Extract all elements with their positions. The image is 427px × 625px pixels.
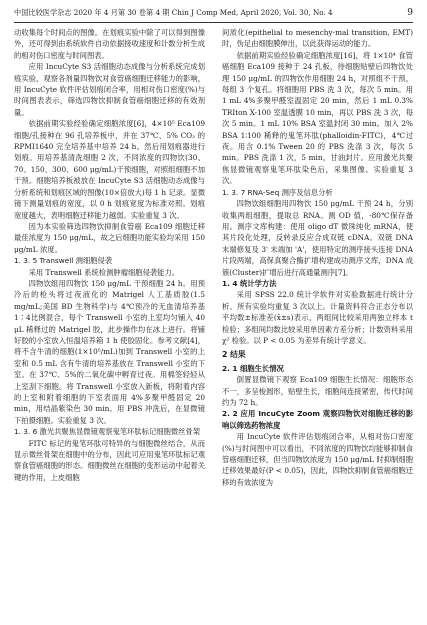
journal-citation: 中国比较医学杂志 2020 年 4 月第 30 卷第 4 期 Chin J Comp Med, April 2020, Vol. 30, No. 4 (14, 8, 333, 17)
paragraph: 动收集每个时间点的图像。在划痕实验中除了可以得到图像外，还可得到由系统软件自动依据接收速度和计数分析生成的相对伤口密度与时间图表。 (14, 28, 205, 60)
subsection-heading: 1. 4 统计学方法 (222, 278, 277, 288)
paragraph: 四物饮组细胞用四物饮 150 μg/mL 干预 24 h，分别收集两组细胞，提取总 RNA。测 OD 值，-80℃保存备用。测序文库构建：使用 oligo dT 微珠纯化 mRNA，使其片段化处理，反转录反应合成双链 cDNA。双链 DNA 末端修复及 3' 末端加 'A'，使用特定的测序接头连接 DNA 片段两端，高保真聚合酶扩增构建成功测序文库，DNA 成簇(Cluster)扩增后进行高通量测序[7]。 (222, 199, 413, 277)
subsection-heading: 2. 1 细胞生长情况 (222, 363, 284, 373)
subsection-heading: 1. 3. 7 RNA-Seq 测序及信息分析 (222, 187, 333, 197)
right-column (222, 27, 413, 617)
paragraph: 四物饮组用四物饮 150 μg/mL 干预细胞 24 h。用预冷后的枪头将过夜液化的 Matrigel 人工基质胶(1.5 mg/mL;美国 BD 生物科学)与 4℃预冷的无血清培养基 1∶4比例混合，每个 Transwell 小室的上室均匀铺入 40 μL 稀释过的 Matrigel 胶，此步操作均在冰上进行。将铺好胶的小室放入恒温培养箱 1 h 使胶固化。参考文献[4]，将不含牛清的细胞(1×10⁵/mL)加到 Transwell 小室的上室和 0.5 mL 含有牛清的培养基放在 Transwell 小室的下室。在 37℃、5%的二氧化碳中孵育过夜。用棉签轻轻从上室刮下细胞。将 Transwell 小室放入新板，将附着内容的上室和附着细胞的下室表面用 4%多聚甲醛固定 20 min，用结晶紫染色 30 min。用 PBS 冲洗后，在显微镜下拍摄细胞。实验重复 3 次。 (14, 278, 205, 425)
section-heading: 2 结果 (222, 350, 246, 360)
paragraph: 依据前期实验经验确定细胞浓度[6]，4×10⁵ Eca109 细胞/孔接种在 96 孔培养板中，并在 37℃、5% CO₂ 的 RPMI1640 完全培养基中培养 24 h。然后用划痕器进行划痕。用培养基清洗细胞 2 次，不同浓度的四物饮(30、70、150、300、600 μg/mL)干预细胞，对照组细胞不加干预。细胞培养板被放在 IncuCyte S3 活细胞动态成像与分析系统和划痕区域的图像(10×倍放大)每 1 h 记录。显微镜下测量划痕的宽度，以 0 h 划痕宽度为标准对照。划痕宽度越大，表明细胞迁移能力越弱。实验重复 3 次。 (14, 119, 205, 220)
subsection-heading: 1. 3. 5 Transwell 测细胞侵袭 (14, 256, 113, 266)
paragraph: 因为本实验筛选四物饮抑制食管癌 Eca109 细胞迁移最佳浓度为 150 μg/mL，故之后细胞功能实验均采用 150 μg/mL 浓度。 (14, 221, 205, 254)
paragraph: FITC 标记的鬼笔环肽可特异的与细胞微丝结合，从而显示微丝骨架在细胞中的分布，因此可应用鬼笔环肽标记观察食管癌细胞的形态。细胞微丝在细胞的变形运动中起着关键的作用，上皮细胞 (14, 438, 205, 482)
paragraph: 采用 Transwell 系统检测肿瘤细胞侵袭能力。 (28, 267, 180, 277)
paragraph: 倒置显微镜下观察 Eca109 细胞生长情况：细胞形态不一，多呈梭圆形，贴壁生长，细胞间连接紧密，传代时间约为 72 h。 (222, 375, 413, 407)
paragraph: 依据前期实验经验确定细胞浓度[16]，将 1×10⁴ 食管癌细胞 Eca109 接种于 24 孔板，待细胞贴壁后四物饮处理 150 μg/mL 的四物饮作用细胞 24 h，对照组不干预，每组 3 个复孔。将细胞用 PBS 洗 3 次，每次 5 min。用 1 mL 4%多聚甲醛室温固定 20 min，然后 1 mL 0.3% TRIton X-100 室温透膜 10 min，再以 PBS 洗 3 次，每次 5 min。1 mL 10% BSA 室温封闭 30 min。加入 2% BSA 1∶100 稀释的鬼笔环肽(phalloidin-FITC)，4℃过夜。用含 0.1% Tween 20 的 PBS 洗涤 3 次，每次 5 min。PBS 洗涤 1 次，5 min，甘油封片。应用激光共聚焦显微镜观察鬼笔环肽染色后，采集图像。实验重复 3 次。 (222, 50, 413, 186)
subsection-heading: 1. 3. 6 激光共聚焦显微镜观察鬼笔环肽标记细胞微丝骨架 (14, 427, 201, 437)
paragraph: 应用 IncuCyte S3 活细胞动态成像与分析系统完成划痕实验，观察各剂量四物饮对食管癌细胞迁移能力的影响，用 IncuCyte 软件评估划痕闭合率，用相对伤口密度(%)与时间图表表示，筛选四物饮抑制食管癌细胞迁移的有效剂量。 (14, 62, 205, 117)
left-column (14, 27, 205, 617)
running-header (14, 6, 413, 23)
page-number: 9 (407, 8, 413, 18)
subsection-heading: 2. 2 应用 IncuCyte Zoom 观察四物饮对细胞迁移的影响以筛选药物浓度 (222, 409, 413, 430)
paragraph: 用 IncuCyte 软件评估划痕闭合率，从相对伤口密度(%)与时间图中可以看出，不同浓度的四物饮均能够抑制食管癌细胞迁移，但当四物饮浓度为 150 μg/mL 时抑制细胞迁移效果最好(P < 0.05)，因此，四物饮抑制食管癌细胞迁移的有效浓度为 (222, 432, 413, 487)
paragraph: 间质化(epithelial to mesenchy-mal transition, EMT)时，伪足由细胞膜伸出，以此获得运动的能力。 (222, 28, 413, 49)
paragraph: 采用 SPSS 22.0 统计学软件对实验数据进行统计分析。所有实验均重复 3 次以上。计量资料符合正态分布以平均数±标准差(x̄±s)表示，两组间比较采用两独立样本 t 检验；多组间均数比较采用单因素方差分析；计数资料采用 χ² 检验。以 P < 0.05 为差异有统计学意义。 (222, 290, 413, 345)
